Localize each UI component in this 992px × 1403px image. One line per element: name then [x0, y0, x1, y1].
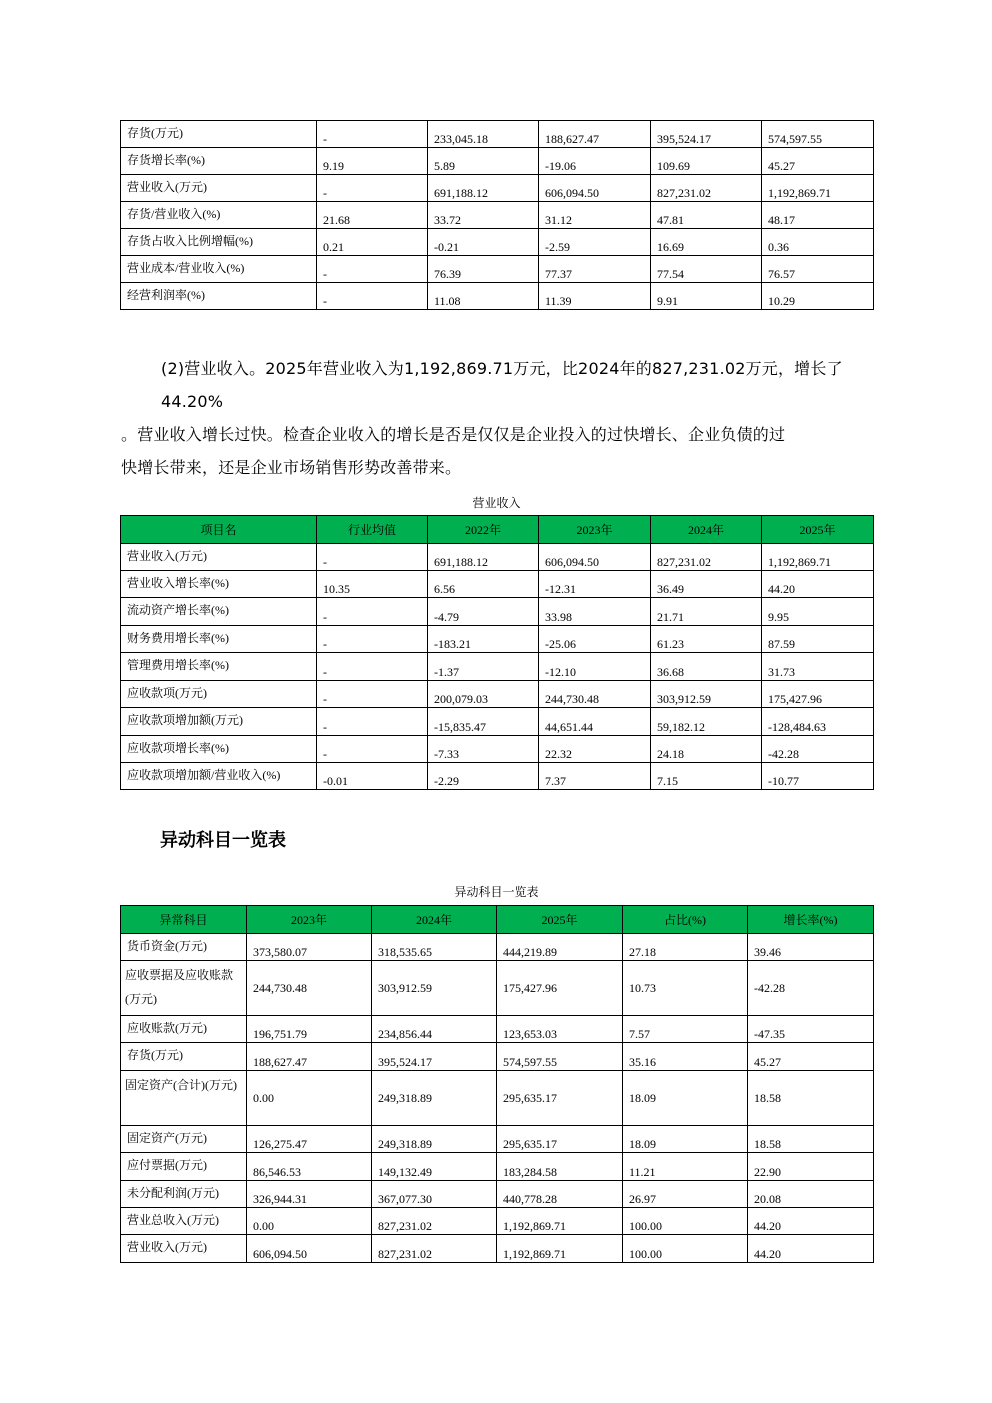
cell: 18.09	[623, 1071, 748, 1126]
cell: 149,132.49	[372, 1153, 497, 1181]
cell: -	[317, 256, 428, 283]
cell: -	[317, 708, 428, 736]
cell: 175,427.96	[497, 961, 623, 1016]
cell: 303,912.59	[372, 961, 497, 1016]
column-header: 2025年	[497, 906, 623, 934]
table-row	[121, 202, 874, 229]
cell: 183,284.58	[497, 1153, 623, 1181]
cell: 295,635.17	[497, 1126, 623, 1153]
cell: -	[317, 121, 428, 148]
cell: 76.39	[428, 256, 539, 283]
cell: 44.20	[748, 1235, 874, 1263]
table-row	[121, 1043, 874, 1071]
cell: 0.00	[247, 1208, 372, 1235]
cell: 395,524.17	[651, 121, 762, 148]
cell: 367,077.30	[372, 1181, 497, 1208]
cell: 6.56	[428, 571, 539, 598]
cell: -	[317, 653, 428, 681]
cell: 10.29	[762, 283, 874, 310]
table-row	[121, 598, 874, 626]
table-row	[121, 653, 874, 681]
cell: 10.73	[623, 961, 748, 1016]
cell: -	[317, 681, 428, 708]
paragraph-line: 。营业收入增长过快。检查企业收入的增长是否是仅仅是企业投入的过快增长、企业负债的过	[121, 425, 786, 444]
cell: -128,484.63	[762, 708, 874, 736]
column-header: 项目名	[121, 516, 317, 544]
row-label: 营业收入增长率(%)	[121, 571, 317, 598]
cell: -15,835.47	[428, 708, 539, 736]
cell: -0.21	[428, 229, 539, 256]
cell: -2.59	[539, 229, 651, 256]
abnormal-items-table	[120, 905, 874, 1263]
row-label: 存货(万元)	[121, 1043, 247, 1071]
cell: -12.10	[539, 653, 651, 681]
table-row	[121, 1071, 874, 1126]
cell: -	[317, 544, 428, 571]
cell: -25.06	[539, 626, 651, 653]
cell: 395,524.17	[372, 1043, 497, 1071]
revenue-table	[120, 515, 874, 790]
cell: 574,597.55	[497, 1043, 623, 1071]
cell: -	[317, 598, 428, 626]
cell: 827,231.02	[651, 175, 762, 202]
row-label: 存货占收入比例增幅(%)	[121, 229, 317, 256]
cell: 200,079.03	[428, 681, 539, 708]
cell: 109.69	[651, 148, 762, 175]
cell: -19.06	[539, 148, 651, 175]
cell: 440,778.28	[497, 1181, 623, 1208]
cell: 9.19	[317, 148, 428, 175]
cell: 47.81	[651, 202, 762, 229]
cell: 233,045.18	[428, 121, 539, 148]
row-label: 营业收入(万元)	[121, 544, 317, 571]
cell: 326,944.31	[247, 1181, 372, 1208]
column-header: 2025年	[762, 516, 874, 544]
cell: -183.21	[428, 626, 539, 653]
column-header: 增长率(%)	[748, 906, 874, 934]
table-row	[121, 544, 874, 571]
table-row	[121, 961, 874, 1016]
abnormal-table-body	[121, 906, 874, 1263]
cell: 36.68	[651, 653, 762, 681]
row-label: 营业成本/营业收入(%)	[121, 256, 317, 283]
row-label: 固定资产(万元)	[121, 1126, 247, 1153]
cell: 126,275.47	[247, 1126, 372, 1153]
row-label: 货币资金(万元)	[121, 934, 247, 961]
table-row	[121, 175, 874, 202]
cell: -47.35	[748, 1016, 874, 1043]
cell: 249,318.89	[372, 1126, 497, 1153]
cell: 827,231.02	[651, 544, 762, 571]
column-header: 2023年	[539, 516, 651, 544]
table-row	[121, 736, 874, 763]
cell: -	[317, 175, 428, 202]
table-row	[121, 1235, 874, 1263]
cell: 33.72	[428, 202, 539, 229]
cell: 1,192,869.71	[497, 1208, 623, 1235]
cell: 827,231.02	[372, 1235, 497, 1263]
cell: 77.37	[539, 256, 651, 283]
cell: 196,751.79	[247, 1016, 372, 1043]
cell: 10.35	[317, 571, 428, 598]
row-label: 财务费用增长率(%)	[121, 626, 317, 653]
cell: 7.57	[623, 1016, 748, 1043]
cell: 22.90	[748, 1153, 874, 1181]
cell: 1,192,869.71	[762, 544, 874, 571]
column-header: 2023年	[247, 906, 372, 934]
cell: 827,231.02	[372, 1208, 497, 1235]
cell: 9.95	[762, 598, 874, 626]
cell: -1.37	[428, 653, 539, 681]
cell: 5.89	[428, 148, 539, 175]
cell: 39.46	[748, 934, 874, 961]
cell: -12.31	[539, 571, 651, 598]
cell: 18.58	[748, 1071, 874, 1126]
row-label: 应收款项增长率(%)	[121, 736, 317, 763]
cell: 36.49	[651, 571, 762, 598]
table-row	[121, 1126, 874, 1153]
paragraph-line: 快增长带来，还是企业市场销售形势改善带来。	[121, 458, 462, 477]
cell: 45.27	[762, 148, 874, 175]
table-header-row	[121, 906, 874, 934]
cell: -7.33	[428, 736, 539, 763]
row-label: 应付票据(万元)	[121, 1153, 247, 1181]
column-header: 2024年	[651, 516, 762, 544]
cell: 691,188.12	[428, 175, 539, 202]
abnormal-table-caption: 异动科目一览表	[454, 885, 539, 899]
cell: 0.36	[762, 229, 874, 256]
table-row	[121, 571, 874, 598]
table-row	[121, 934, 874, 961]
row-label: 营业收入(万元)	[121, 1235, 247, 1263]
cell: 24.18	[651, 736, 762, 763]
row-label: 固定资产(合计)(万元)	[121, 1071, 247, 1126]
cell: 59,182.12	[651, 708, 762, 736]
inventory-table	[120, 120, 874, 310]
cell: -4.79	[428, 598, 539, 626]
row-label: 流动资产增长率(%)	[121, 598, 317, 626]
cell: 48.17	[762, 202, 874, 229]
cell: 234,856.44	[372, 1016, 497, 1043]
cell: 21.71	[651, 598, 762, 626]
revenue-table-body	[121, 516, 874, 790]
table-row	[121, 229, 874, 256]
cell: -	[317, 626, 428, 653]
cell: 27.18	[623, 934, 748, 961]
cell: 188,627.47	[247, 1043, 372, 1071]
table-row	[121, 121, 874, 148]
cell: 21.68	[317, 202, 428, 229]
cell: 22.32	[539, 736, 651, 763]
row-label: 管理费用增长率(%)	[121, 653, 317, 681]
column-header: 2022年	[428, 516, 539, 544]
cell: 35.16	[623, 1043, 748, 1071]
cell: 45.27	[748, 1043, 874, 1071]
table-row	[121, 1181, 874, 1208]
table-row	[121, 681, 874, 708]
cell: 606,094.50	[539, 544, 651, 571]
cell: 11.39	[539, 283, 651, 310]
cell: 295,635.17	[497, 1071, 623, 1126]
cell: 11.08	[428, 283, 539, 310]
cell: 244,730.48	[247, 961, 372, 1016]
inventory-table-body	[121, 121, 874, 310]
row-label: 应收款项增加额/营业收入(%)	[121, 763, 317, 790]
row-label: 应收票据及应收账款(万元)	[121, 961, 247, 1016]
cell: 7.37	[539, 763, 651, 790]
paragraph-line: (2)营业收入。2025年营业收入为1,192,869.71万元，比2024年的827,231.02万元，增长了44.20%	[161, 359, 843, 411]
cell: 606,094.50	[539, 175, 651, 202]
cell: -2.29	[428, 763, 539, 790]
table-row	[121, 708, 874, 736]
row-label: 存货增长率(%)	[121, 148, 317, 175]
cell: 0.21	[317, 229, 428, 256]
cell: 26.97	[623, 1181, 748, 1208]
cell: 31.12	[539, 202, 651, 229]
cell: 373,580.07	[247, 934, 372, 961]
cell: 1,192,869.71	[762, 175, 874, 202]
table-row	[121, 256, 874, 283]
cell: 244,730.48	[539, 681, 651, 708]
row-label: 营业总收入(万元)	[121, 1208, 247, 1235]
cell: -42.28	[748, 961, 874, 1016]
cell: 18.09	[623, 1126, 748, 1153]
cell: 16.69	[651, 229, 762, 256]
cell: 123,653.03	[497, 1016, 623, 1043]
cell: 44,651.44	[539, 708, 651, 736]
cell: 61.23	[651, 626, 762, 653]
cell: 0.00	[247, 1071, 372, 1126]
cell: 303,912.59	[651, 681, 762, 708]
cell: 11.21	[623, 1153, 748, 1181]
cell: 691,188.12	[428, 544, 539, 571]
table-row	[121, 148, 874, 175]
cell: 18.58	[748, 1126, 874, 1153]
section-heading: 异动科目一览表	[160, 830, 286, 851]
column-header: 2024年	[372, 906, 497, 934]
cell: 9.91	[651, 283, 762, 310]
cell: -10.77	[762, 763, 874, 790]
table-header-row	[121, 516, 874, 544]
cell: -	[317, 283, 428, 310]
table-row	[121, 1208, 874, 1235]
cell: 100.00	[623, 1208, 748, 1235]
cell: 44.20	[762, 571, 874, 598]
column-header: 占比(%)	[623, 906, 748, 934]
cell: -	[317, 736, 428, 763]
row-label: 应收账款(万元)	[121, 1016, 247, 1043]
cell: 318,535.65	[372, 934, 497, 961]
table-row	[121, 626, 874, 653]
row-label: 应收款项增加额(万元)	[121, 708, 317, 736]
cell: 7.15	[651, 763, 762, 790]
row-label: 存货(万元)	[121, 121, 317, 148]
table-row	[121, 283, 874, 310]
cell: 86,546.53	[247, 1153, 372, 1181]
analysis-paragraph	[121, 352, 873, 484]
cell: 606,094.50	[247, 1235, 372, 1263]
cell: 20.08	[748, 1181, 874, 1208]
column-header: 行业均值	[317, 516, 428, 544]
cell: 31.73	[762, 653, 874, 681]
cell: 444,219.89	[497, 934, 623, 961]
row-label: 经营利润率(%)	[121, 283, 317, 310]
cell: 44.20	[748, 1208, 874, 1235]
cell: -42.28	[762, 736, 874, 763]
cell: 76.57	[762, 256, 874, 283]
table-row	[121, 1016, 874, 1043]
cell: 175,427.96	[762, 681, 874, 708]
cell: 574,597.55	[762, 121, 874, 148]
revenue-table-caption: 营业收入	[472, 496, 521, 510]
row-label: 未分配利润(万元)	[121, 1181, 247, 1208]
cell: 249,318.89	[372, 1071, 497, 1126]
row-label: 存货/营业收入(%)	[121, 202, 317, 229]
row-label: 应收款项(万元)	[121, 681, 317, 708]
column-header: 异常科目	[121, 906, 247, 934]
row-label: 营业收入(万元)	[121, 175, 317, 202]
cell: 188,627.47	[539, 121, 651, 148]
table-row	[121, 1153, 874, 1181]
cell: -0.01	[317, 763, 428, 790]
cell: 87.59	[762, 626, 874, 653]
cell: 100.00	[623, 1235, 748, 1263]
cell: 77.54	[651, 256, 762, 283]
table-row	[121, 763, 874, 790]
cell: 33.98	[539, 598, 651, 626]
cell: 1,192,869.71	[497, 1235, 623, 1263]
